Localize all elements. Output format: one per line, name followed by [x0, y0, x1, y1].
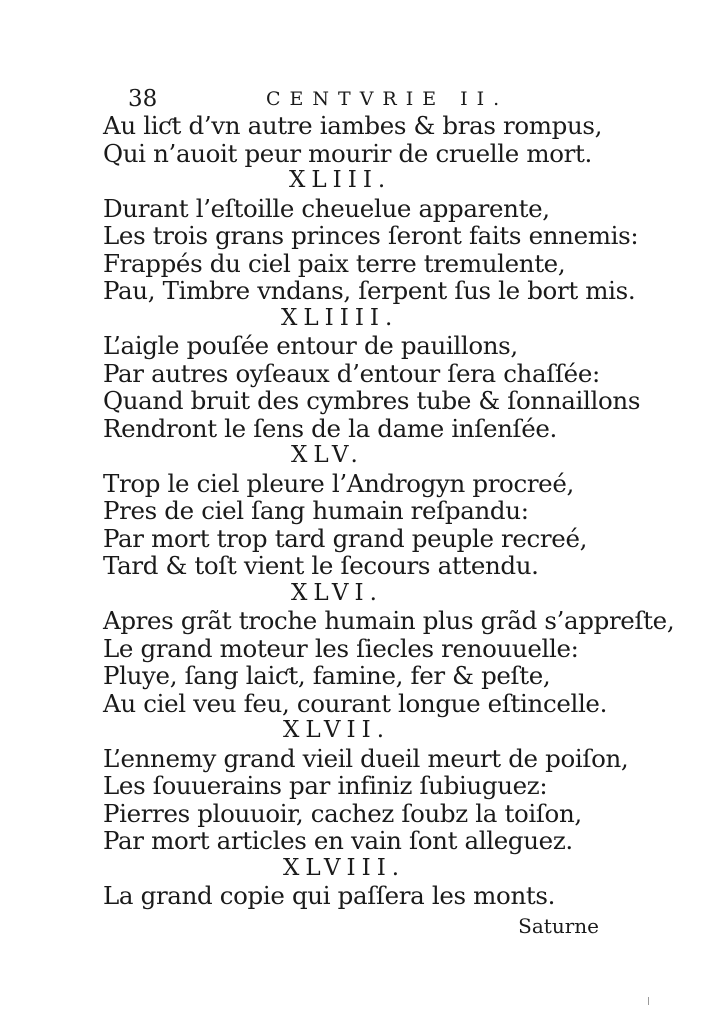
verse-line: Qui n’auoit peur mourir de cruelle mort. — [103, 138, 592, 168]
verse-line: Pres de ciel ſang humain reſpandu: — [103, 496, 529, 525]
page-number: 38 — [128, 86, 158, 112]
verse-line: L’aigle pouſée entour de pauillons, — [103, 331, 518, 360]
verse-line: Au ciel veu feu, courant longue eſtincelle. — [103, 688, 608, 718]
page-mark — [648, 997, 649, 1005]
text-block — [103, 111, 675, 910]
verse-line: Les trois grans princes ſeront faits ennemis: — [103, 221, 639, 250]
quatrain-number: XLVIII. — [283, 854, 406, 881]
running-title: CENTVRIE II. — [266, 88, 509, 110]
verse-line: La grand copie qui paſſera les monts. — [103, 881, 556, 910]
verse-line: Durant l’eſtoille cheuelue apparente, — [103, 193, 550, 223]
verse-line: Frappés du ciel paix terre tremulente, — [103, 248, 566, 278]
quatrain-number: XLIII. — [289, 167, 392, 193]
verse-line: Pluye, ſang laiƈt, famine, fer & peſte, — [103, 661, 551, 690]
verse-line: L’ennemy grand vieil dueil meurt de poiſon, — [103, 743, 629, 773]
quatrain-number: XLV. — [291, 442, 364, 468]
running-head — [128, 84, 598, 114]
verse-line: Par autres oyſeaux d’entour ſera chaſſée: — [103, 358, 600, 388]
quatrain-number: XLIIII. — [281, 304, 399, 331]
verse-line: Rendront le ſens de la dame inſenſée. — [103, 413, 557, 443]
quatrain-number: XLVI. — [291, 579, 383, 606]
verse-line: Pierres plouuoir, cachez ſoubz la toiſon, — [103, 798, 582, 828]
verse-line: Quand bruit des cymbres tube & ſonnaillons — [103, 386, 641, 415]
verse-line: Pau, Timbre vndans, ſerpent ſus le bort mis. — [103, 276, 636, 305]
verse-line: Tard & toſt vient le ſecours attendu. — [103, 551, 539, 580]
verse-line: Trop le ciel pleure l’Androgyn procreé, — [103, 468, 574, 498]
verse-line: Par mort articles en vain ſont alleguez. — [103, 826, 573, 855]
verse-line: Apres grãt troche humain plus grãd s’appreſte, — [103, 606, 675, 635]
quatrain-number: XLVII. — [283, 717, 391, 743]
verse-line: Au liƈt d’vn autre iambes & bras rompus, — [103, 111, 603, 140]
verse-line: Par mort trop tard grand peuple recreé, — [103, 523, 588, 553]
verse-line: Le grand moteur les ſiecles renouuelle: — [103, 633, 579, 663]
verse-line: Les ſouuerains par infiniz ſubiuguez: — [103, 771, 548, 800]
catchword: Saturne — [518, 914, 599, 938]
